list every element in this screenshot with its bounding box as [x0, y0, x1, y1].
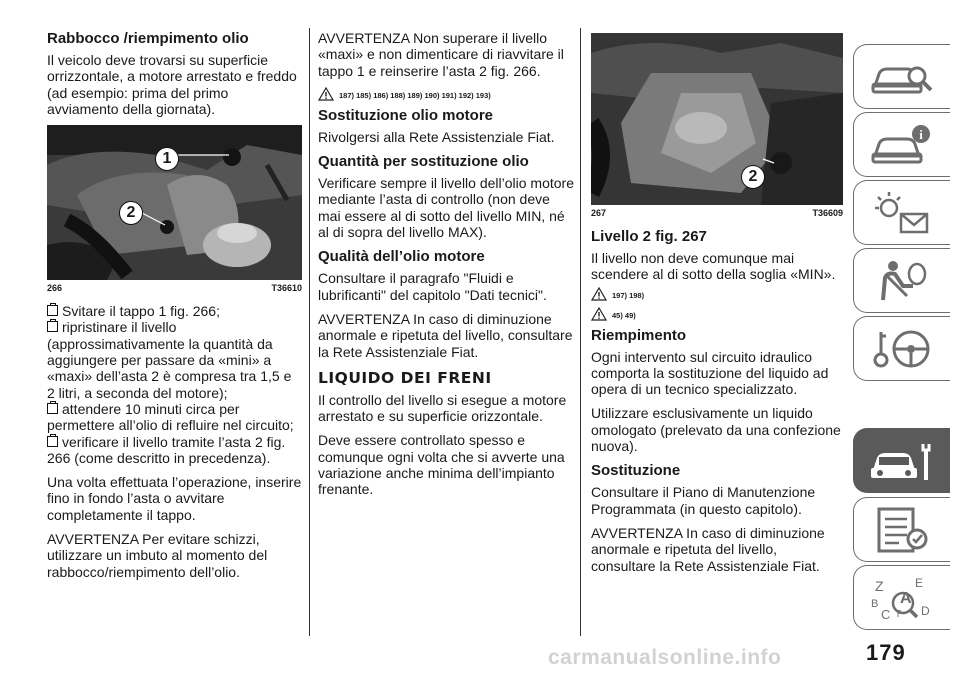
callout-1: 1 — [155, 147, 179, 171]
caution-icon — [591, 307, 607, 321]
checkbox-bullet-icon — [47, 321, 58, 332]
tab-key-steering[interactable] — [853, 316, 950, 381]
heading-sostituzione-olio: Sostituzione olio motore — [318, 106, 493, 124]
bullet-item: ripristinare il livello (approssimativamente la quantità da aggiungere per passare da «mini» a «maxi» dell’asta 2 è compresa tra 1,5 e 2 litri, a seconda del motore); — [47, 319, 292, 401]
car-search-icon — [867, 52, 937, 102]
engine-photo-267 — [591, 33, 843, 205]
warning-lights-icon — [867, 188, 937, 238]
column-divider — [580, 28, 581, 636]
figure-266 — [47, 125, 302, 280]
tab-car-info[interactable] — [853, 112, 950, 177]
paragraph-sostituzione: Consultare il Piano di Manutenzione Programmata (in questo capitolo). — [591, 484, 816, 517]
figure-number: 267 — [591, 208, 607, 218]
safety-airbag-icon — [867, 256, 937, 306]
warning-max-level: AVVERTENZA Non superare il livello «maxi» e non dimenticare di riavvitare il tappo 1 e reinserire l’asta 2 fig. 266. — [318, 30, 564, 79]
svg-text:E: E — [915, 575, 924, 590]
figure-code: T36609 — [812, 208, 843, 218]
heading-rabbocco: Rabbocco /riempimento olio — [47, 30, 249, 47]
svg-text:D: D — [921, 603, 930, 618]
index-search-icon — [867, 573, 937, 623]
bullet-item: Svitare il tappo 1 fig. 266; — [47, 303, 302, 319]
heading-liquido-freni: LIQUIDO DEI FRENI — [318, 368, 492, 387]
checkbox-bullet-icon — [47, 436, 58, 447]
intro-paragraph: Il veicolo deve trovarsi su superficie orrizzontale, a motore arrestato e freddo (ad esempio: prima del primo avviamento della giornata). — [47, 52, 297, 117]
watermark: carmanualsonline.info — [548, 646, 782, 669]
tab-technical-data[interactable] — [853, 497, 950, 562]
tab-car-search[interactable] — [853, 44, 950, 109]
column-divider — [309, 28, 310, 636]
paragraph-quantita: Verificare sempre il livello dell’olio motore mediante l’asta di controllo (non deve mai essere al di sotto del livello MIN, né al di sopra del livello MAX). — [318, 175, 574, 241]
key-steering-icon — [867, 324, 937, 374]
warning-triangle-icon — [591, 287, 607, 301]
paragraph-livello: Il livello non deve comunque mai scendere al di sotto della soglia «MIN». — [591, 250, 836, 283]
warning-diminuzione: AVVERTENZA In caso di diminuzione anormale e ripetuta del livello, consultare la Rete Assistenziale Fiat. — [591, 524, 825, 574]
svg-text:Z: Z — [875, 577, 884, 594]
heading-riempimento: Riempimento — [591, 326, 687, 344]
callout-2: 2 — [119, 201, 143, 225]
warning-splash: AVVERTENZA Per evitare schizzi, utilizzare un imbuto al momento del rabbocco/riempimento dell’olio. — [47, 531, 268, 580]
heading-qualita: Qualità dell’olio motore — [318, 248, 485, 266]
checkbox-bullet-icon — [47, 305, 58, 316]
bullet-item: attendere 10 minuti circa per permettere all’olio di refluire nel circuito; — [47, 400, 294, 434]
svg-text:i: i — [919, 126, 923, 142]
technical-data-icon — [867, 505, 937, 555]
after-paragraph: Una volta effettuata l’operazione, inserire fino in fondo l’asta o avvitare completamente il tappo. — [47, 474, 302, 523]
car-maintenance-icon — [867, 436, 937, 486]
paragraph-riempimento-2: Utilizzare esclusivamente un liquido omologato (prelevato da una confezione nuova). — [591, 405, 841, 455]
figure-267 — [591, 33, 843, 205]
figure-number: 266 — [47, 283, 63, 294]
tab-safety[interactable] — [853, 248, 950, 313]
svg-text:T: T — [895, 608, 902, 620]
paragraph-riempimento-1: Ogni intervento sul circuito idraulico comporta la sostituzione del liquido ad opera di un tecnico specializzato. — [591, 348, 829, 398]
heading-sostituzione: Sostituzione — [591, 462, 681, 480]
paragraph-freni-1: Il controllo del livello si esegue a motore arrestato e su superficie orizzontale. — [318, 391, 567, 425]
paragraph-sostituzione: Rivolgersi alla Rete Assistenziale Fiat. — [318, 128, 555, 145]
bullet-item: verificare il livello tramite l’asta 2 fig. 266 (come descritto in precedenza). — [47, 433, 286, 466]
warning-references-2: 45) 49) — [591, 307, 843, 321]
heading-livello: Livello 2 fig. 267 — [591, 228, 707, 245]
column-3 — [591, 30, 843, 582]
svg-text:A: A — [900, 589, 912, 607]
engine-photo-266 — [47, 125, 302, 280]
figure-caption-266 — [47, 283, 302, 293]
paragraph-freni-2: Deve essere controllato spesso e comunque ogni volta che si avverte una variazione anche minima dell’impianto frenante. — [318, 432, 565, 498]
heading-quantita: Quantità per sostituzione olio — [318, 153, 529, 171]
tab-warning-lights[interactable] — [853, 180, 950, 245]
figure-caption-267 — [591, 208, 843, 218]
tab-maintenance[interactable] — [853, 428, 950, 493]
warning-diminuzione: AVVERTENZA In caso di diminuzione anormale e ripetuta del livello, consultare la Rete Assistenziale Fiat. — [318, 310, 573, 360]
column-1 — [47, 30, 302, 588]
warning-triangle-icon — [318, 87, 334, 101]
callout-2: 2 — [741, 165, 765, 189]
checkbox-bullet-icon — [47, 403, 58, 414]
warning-references: 187) 185) 186) 188) 189) 190) 191) 192) 193) — [318, 87, 574, 101]
warning-references-1: 197) 198) — [591, 287, 843, 301]
paragraph-qualita: Consultare il paragrafo "Fluidi e lubrificanti" del capitolo "Dati tecnici". — [318, 270, 547, 303]
figure-code: T36610 — [271, 283, 302, 294]
tab-index[interactable] — [853, 565, 950, 630]
svg-text:B: B — [871, 597, 879, 610]
page-number: 179 — [866, 640, 906, 665]
column-2 — [318, 30, 574, 506]
svg-text:C: C — [881, 606, 891, 622]
car-info-icon — [867, 120, 937, 170]
